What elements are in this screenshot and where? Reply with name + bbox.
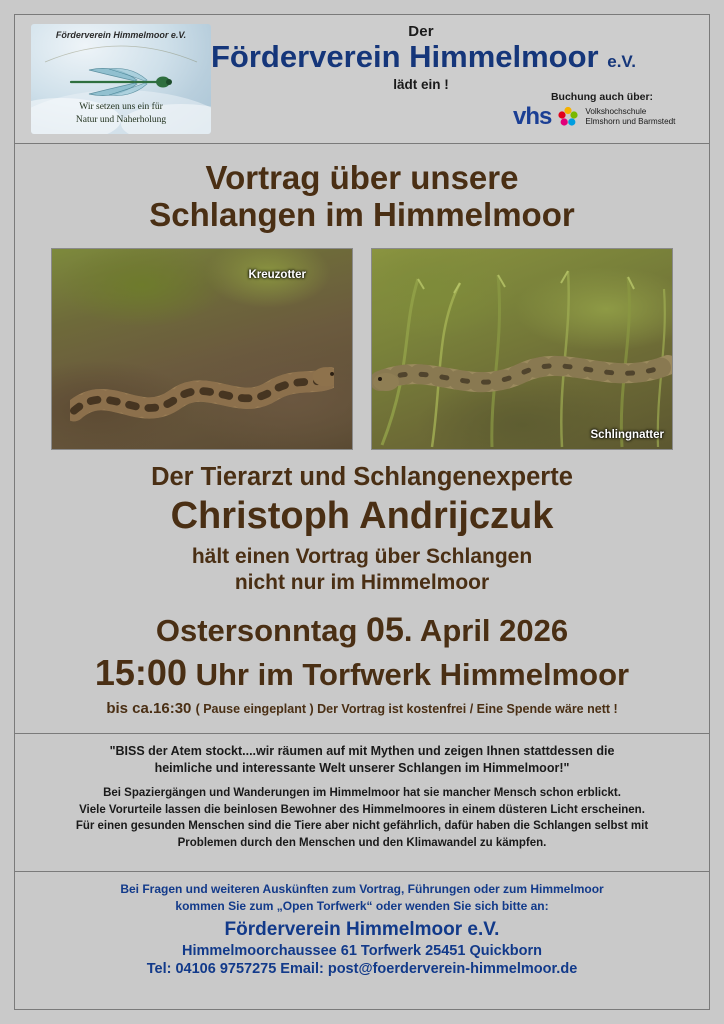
description-line-1: Bei Spaziergängen und Wanderungen im Himmelmoor hat sie mancher Mensch schon erblickt.: [103, 786, 621, 799]
speaker-block: [15, 456, 709, 597]
header-association-suffix: e.V.: [607, 52, 636, 71]
kreuzotter-illustration: [70, 341, 334, 433]
event-note: ( Pause eingeplant ) Der Vortrag ist kostenfrei / Eine Spende wäre nett !: [195, 702, 618, 717]
description-quote-line-1: "BISS der Atem stockt....wir räumen auf mit Mythen und zeigen Ihnen stattdessen die: [109, 744, 615, 759]
event-day-number: 05: [366, 610, 404, 649]
poster-header: [15, 15, 709, 144]
vhs-row: [513, 105, 691, 129]
photo-row: [15, 244, 709, 456]
event-day-label: Ostersonntag: [155, 612, 358, 648]
booking-label: Buchung auch über:: [550, 91, 654, 103]
vhs-text-line-1: Volkshochschule: [585, 106, 647, 116]
contact-intro-line-2: kommen Sie zum „Open Torfwerk“ oder wenden Sie sich bitte an:: [175, 899, 549, 913]
description-block: [15, 734, 709, 860]
header-invite-line: lädt ein !: [393, 76, 449, 92]
header-text-block: [211, 23, 636, 92]
contact-organisation: Förderverein Himmelmoor e.V.: [224, 919, 500, 941]
logo-bottom-text: [31, 101, 211, 127]
dragonfly-icon: [59, 60, 183, 104]
photo-kreuzotter: [51, 248, 353, 450]
logo-bottom-line-1: Wir setzen uns ein für: [79, 102, 163, 113]
event-month-year: . April 2026: [403, 612, 569, 648]
description-line-3: Für einen gesunden Menschen sind die Tiere aber nicht gefährlich, dafür haben die Schlangen selbst mit: [75, 820, 649, 833]
contact-block: [15, 872, 709, 984]
poster-title: [15, 144, 709, 244]
title-line-1: Vortrag über unsere: [205, 159, 519, 196]
logo-bottom-line-2: Natur und Naherholung: [75, 115, 167, 126]
poster-frame: [14, 14, 710, 1010]
contact-phone-email: Tel: 04106 9757275 Email: post@foerderverein-himmelmoor.de: [146, 961, 578, 978]
speaker-detail-1: hält einen Vortrag über Schlangen: [191, 545, 533, 569]
speaker-intro: Der Tierarzt und Schlangenexperte: [151, 462, 573, 491]
event-venue: Uhr im Torfwerk Himmelmoor: [195, 656, 630, 692]
description-quote: [41, 743, 683, 777]
association-logo: [31, 24, 211, 134]
description-paragraph: [41, 785, 683, 852]
event-date-block: [15, 597, 709, 723]
vhs-text-line-2: Elmshorn und Barmstedt: [585, 117, 676, 126]
photo-schlingnatter: [371, 248, 673, 450]
header-der: Der: [408, 23, 434, 40]
description-line-2: Viele Vorurteile lassen die beinlosen Bewohner des Himmelmoores in einem düsteren Licht erscheinen.: [79, 803, 645, 816]
event-time-line: [25, 652, 699, 693]
event-until: bis ca.16:30: [106, 700, 192, 718]
event-date-line: [25, 611, 699, 650]
event-end-note: [25, 700, 699, 717]
header-association-title: Förderverein Himmelmoor: [211, 39, 599, 74]
vhs-text: [585, 107, 675, 128]
logo-top-text: Förderverein Himmelmoor e.V.: [55, 30, 187, 40]
photo-caption-schlingnatter: Schlingnatter: [590, 428, 664, 441]
title-line-2: Schlangen im Himmelmoor: [149, 195, 575, 233]
vhs-logo-text: vhs: [513, 103, 552, 130]
speaker-detail-2: nicht nur im Himmelmoor: [234, 571, 490, 595]
header-association-name: [211, 39, 636, 74]
contact-intro-line-1: Bei Fragen und weiteren Auskünften zum Vortrag, Führungen oder zum Himmelmoor: [120, 881, 604, 896]
photo-caption-kreuzotter: Kreuzotter: [248, 268, 306, 281]
description-line-4: Problemen durch den Menschen und den Klimawandel zu kämpfen.: [177, 836, 547, 849]
vhs-booking-block: [513, 91, 691, 129]
event-time: 15:00: [94, 651, 187, 693]
schlingnatter-illustration: [372, 249, 672, 449]
contact-address: Himmelmoorchaussee 61 Torfwerk 25451 Quickborn: [182, 943, 542, 960]
description-quote-line-2: heimliche und interessante Welt unserer Schlangen im Himmelmoor!": [154, 761, 570, 776]
speaker-name: Christoph Andrijczuk: [170, 494, 554, 537]
vhs-flower-icon: [557, 106, 579, 128]
